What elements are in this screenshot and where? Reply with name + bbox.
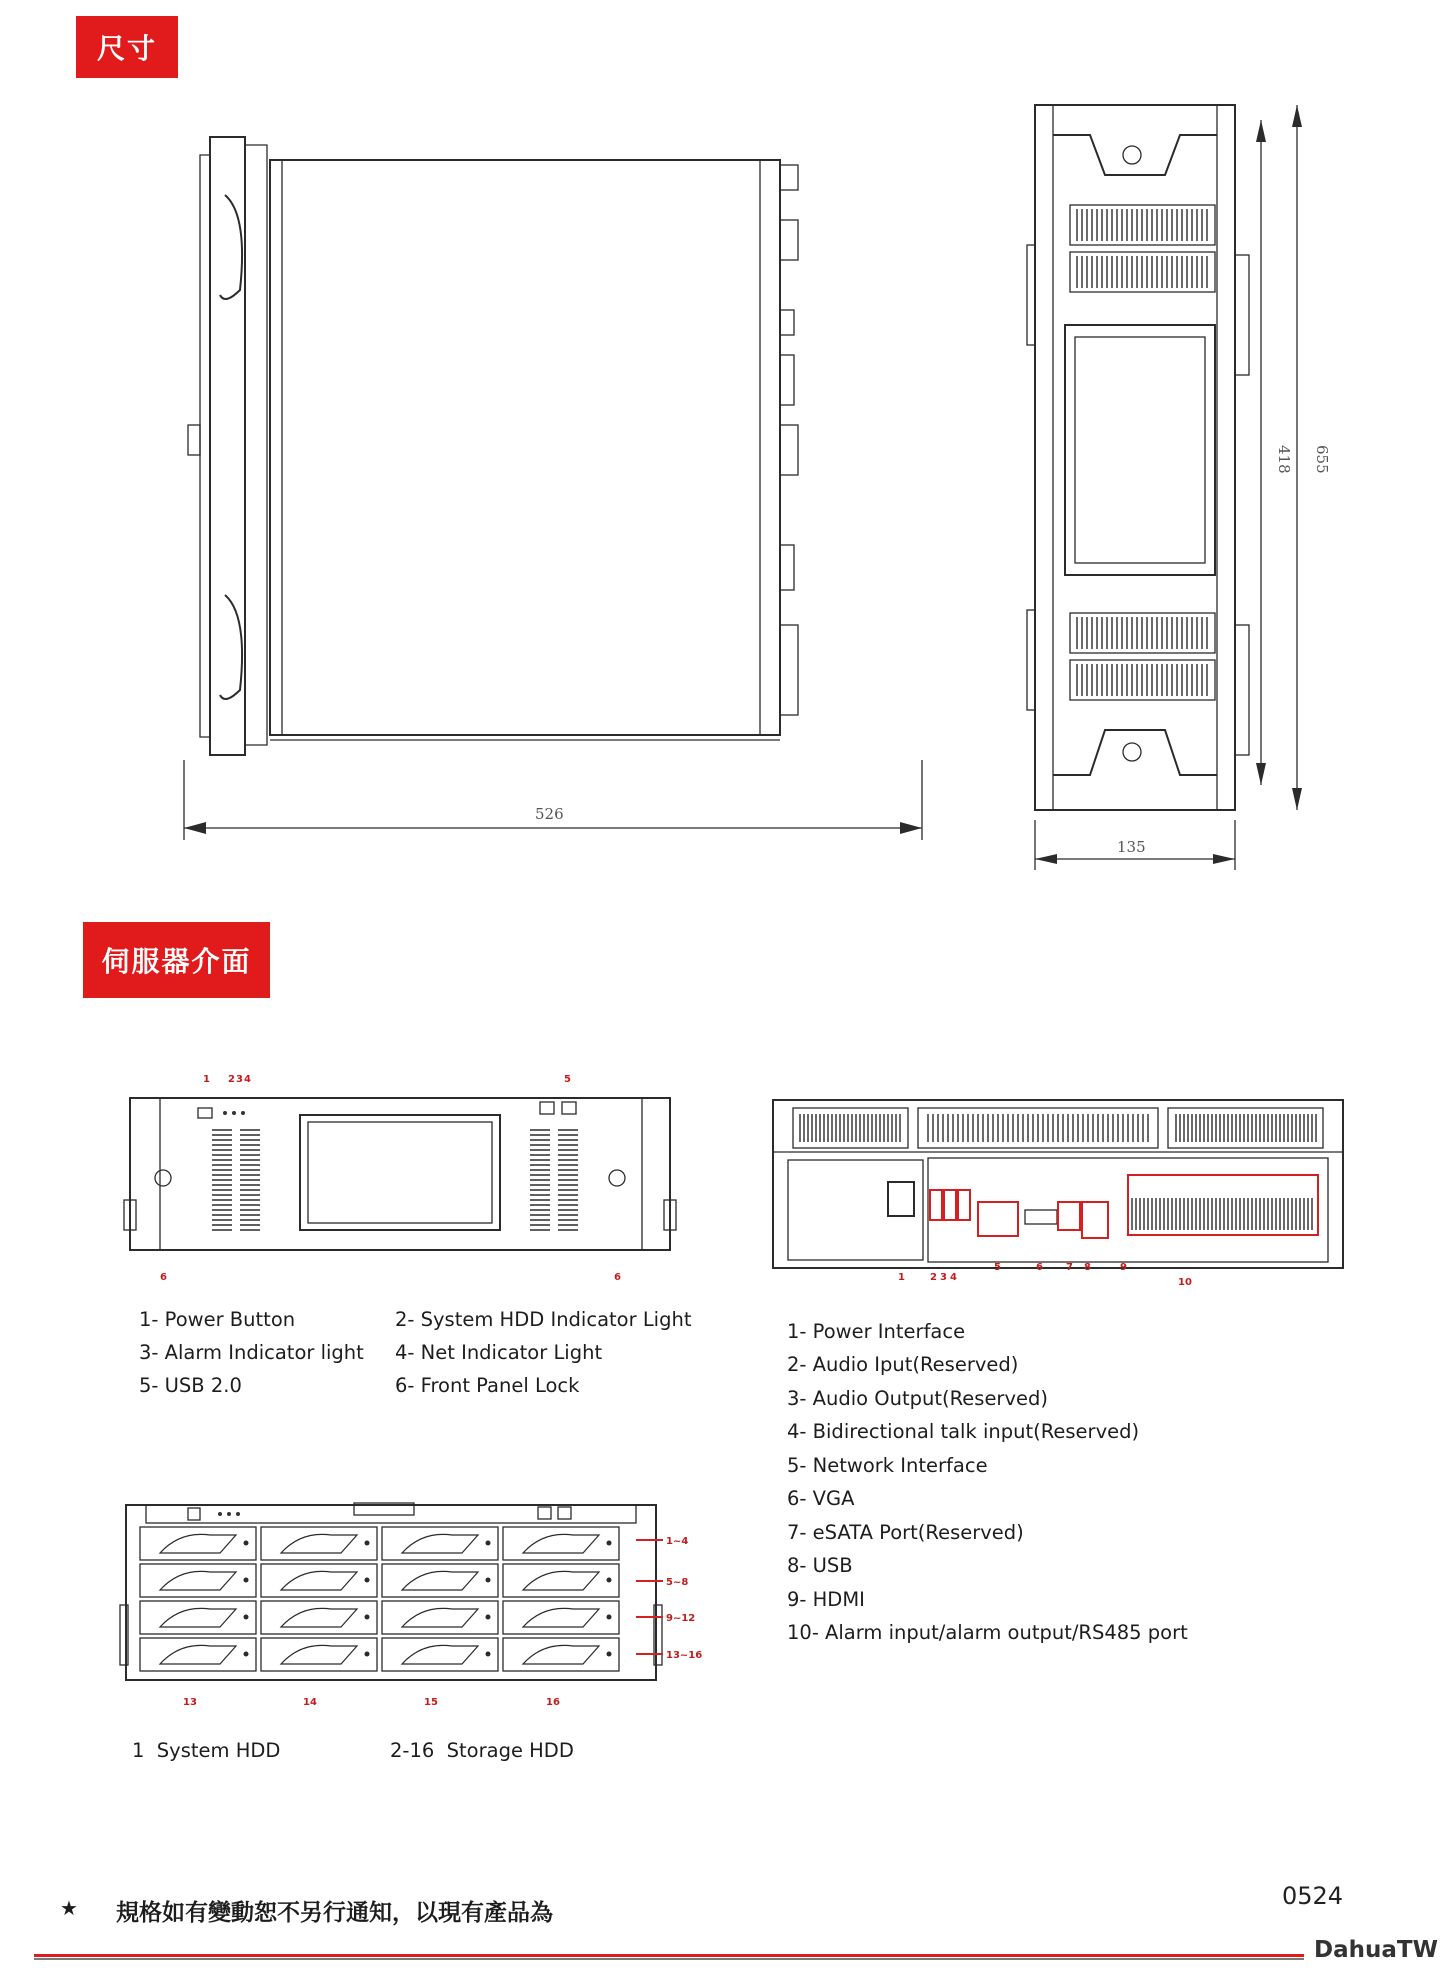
rear-callout-6: 6 [1036, 1262, 1043, 1273]
hdd-tray-led [244, 1652, 249, 1657]
hdd-tray-led [607, 1578, 612, 1583]
hdd-tray [382, 1527, 498, 1560]
hdd-tray-handle [281, 1571, 357, 1590]
front-legend-4: 4- Net Indicator Light [395, 1341, 603, 1364]
hdd-tray [140, 1638, 256, 1671]
front-view-drawing [1025, 95, 1335, 880]
hdd-bottom-callout-16: 16 [546, 1697, 560, 1708]
hdd-legend-storage: 2-16 Storage HDD [390, 1739, 574, 1762]
front-legend-6: 6- Front Panel Lock [395, 1374, 580, 1397]
hdd-tray [503, 1638, 619, 1671]
hdd-tray-handle [402, 1534, 478, 1553]
hdd-row-callout-2: 5~8 [666, 1577, 689, 1588]
hdd-tray-handle [160, 1571, 236, 1590]
front-panel-drawing [120, 1070, 680, 1290]
rear-callout-9: 9 [1120, 1262, 1127, 1273]
hdd-tray [261, 1638, 377, 1671]
hdd-tray-handle [523, 1608, 599, 1627]
callout-2: 2 [228, 1074, 235, 1085]
footer-code: 0524 [1282, 1882, 1344, 1910]
rear-legend-7: 7- eSATA Port(Reserved) [787, 1521, 1024, 1544]
rear-callout-2: 2 [930, 1272, 937, 1283]
hdd-row-callout-3: 9~12 [666, 1613, 696, 1624]
outer-height-label: 655 [1313, 445, 1331, 474]
hdd-tray-led [486, 1615, 491, 1620]
hdd-tray-handle [523, 1534, 599, 1553]
hdd-tray-led [244, 1615, 249, 1620]
hdd-tray-led [486, 1652, 491, 1657]
footer-notice: 規格如有變動恕不另行通知，以現有產品為 [116, 1900, 553, 1926]
hdd-tray-handle [402, 1608, 478, 1627]
hdd-tray-handle [160, 1645, 236, 1664]
rear-legend-3: 3- Audio Output(Reserved) [787, 1387, 1048, 1410]
rear-legend-4: 4- Bidirectional talk input(Reserved) [787, 1420, 1140, 1443]
hdd-tray [140, 1527, 256, 1560]
rear-callout-5: 5 [994, 1262, 1001, 1273]
hdd-tray-led [607, 1615, 612, 1620]
footer-brand: DahuaTW [1314, 1937, 1438, 1963]
hdd-tray [503, 1527, 619, 1560]
callout-6-right: 6 [614, 1272, 621, 1283]
hdd-tray [382, 1601, 498, 1634]
front-legend-3: 3- Alarm Indicator light [139, 1341, 364, 1364]
hdd-bottom-callout-13: 13 [183, 1697, 197, 1708]
section-title-dimensions: 尺寸 [76, 16, 178, 78]
hdd-tray [140, 1564, 256, 1597]
hdd-tray-handle [160, 1534, 236, 1553]
rear-panel-drawing [768, 1090, 1348, 1290]
rear-legend-5: 5- Network Interface [787, 1454, 988, 1477]
hdd-tray [261, 1601, 377, 1634]
rear-legend-9: 9- HDMI [787, 1588, 865, 1611]
hdd-tray-led [486, 1541, 491, 1546]
hdd-row-callout-1: 1~4 [666, 1536, 689, 1547]
width-dimension-label: 526 [535, 805, 564, 823]
rear-legend-8: 8- USB [787, 1554, 853, 1577]
inner-height-label: 418 [1275, 445, 1293, 474]
footer-divider-shadow [34, 1958, 1304, 1960]
front-legend-2: 2- System HDD Indicator Light [395, 1308, 692, 1331]
hdd-tray-led [607, 1652, 612, 1657]
callout-1: 1 [203, 1074, 210, 1085]
hdd-bay-drawing [118, 1495, 718, 1720]
hdd-tray-led [486, 1578, 491, 1583]
hdd-tray-led [607, 1541, 612, 1546]
rear-callout-8: 8 [1084, 1262, 1091, 1273]
hdd-tray-handle [281, 1608, 357, 1627]
hdd-tray [261, 1564, 377, 1597]
rear-callout-3: 3 [940, 1272, 947, 1283]
callout-3: 3 [236, 1074, 243, 1085]
hdd-tray-handle [402, 1645, 478, 1664]
rear-legend-2: 2- Audio Iput(Reserved) [787, 1353, 1019, 1376]
hdd-tray-led [365, 1652, 370, 1657]
hdd-tray-handle [402, 1571, 478, 1590]
rear-legend-1: 1- Power Interface [787, 1320, 966, 1343]
rear-legend-6: 6- VGA [787, 1487, 855, 1510]
section-title-interface: 伺服器介面 [83, 922, 270, 998]
callout-5: 5 [564, 1074, 571, 1085]
hdd-tray-handle [281, 1645, 357, 1664]
rear-callout-1: 1 [898, 1272, 905, 1283]
callout-4: 4 [244, 1074, 251, 1085]
hdd-tray-handle [281, 1534, 357, 1553]
hdd-tray-led [365, 1615, 370, 1620]
hdd-bottom-callout-14: 14 [303, 1697, 317, 1708]
hdd-legend-system: 1 System HDD [132, 1739, 281, 1762]
footer-divider [34, 1954, 1304, 1957]
hdd-bottom-callout-15: 15 [424, 1697, 438, 1708]
hdd-tray [503, 1564, 619, 1597]
depth-dimension-label: 135 [1117, 838, 1146, 856]
hdd-tray-handle [523, 1571, 599, 1590]
hdd-row-callout-4: 13~16 [666, 1650, 703, 1661]
hdd-tray-led [244, 1541, 249, 1546]
side-view-drawing [170, 125, 950, 860]
rear-callout-10: 10 [1178, 1277, 1192, 1288]
hdd-tray [382, 1564, 498, 1597]
hdd-tray [261, 1527, 377, 1560]
footer-star-icon: ★ [60, 1896, 78, 1920]
rear-callout-4: 4 [950, 1272, 957, 1283]
rear-callout-7: 7 [1066, 1262, 1073, 1273]
hdd-tray-led [365, 1541, 370, 1546]
hdd-tray-handle [523, 1645, 599, 1664]
hdd-tray-handle [160, 1608, 236, 1627]
hdd-tray-led [244, 1578, 249, 1583]
hdd-tray [140, 1601, 256, 1634]
front-legend-5: 5- USB 2.0 [139, 1374, 242, 1397]
front-legend-1: 1- Power Button [139, 1308, 296, 1331]
rear-legend-10: 10- Alarm input/alarm output/RS485 port [787, 1621, 1188, 1644]
hdd-tray-led [365, 1578, 370, 1583]
callout-6-left: 6 [160, 1272, 167, 1283]
hdd-tray [382, 1638, 498, 1671]
hdd-tray [503, 1601, 619, 1634]
